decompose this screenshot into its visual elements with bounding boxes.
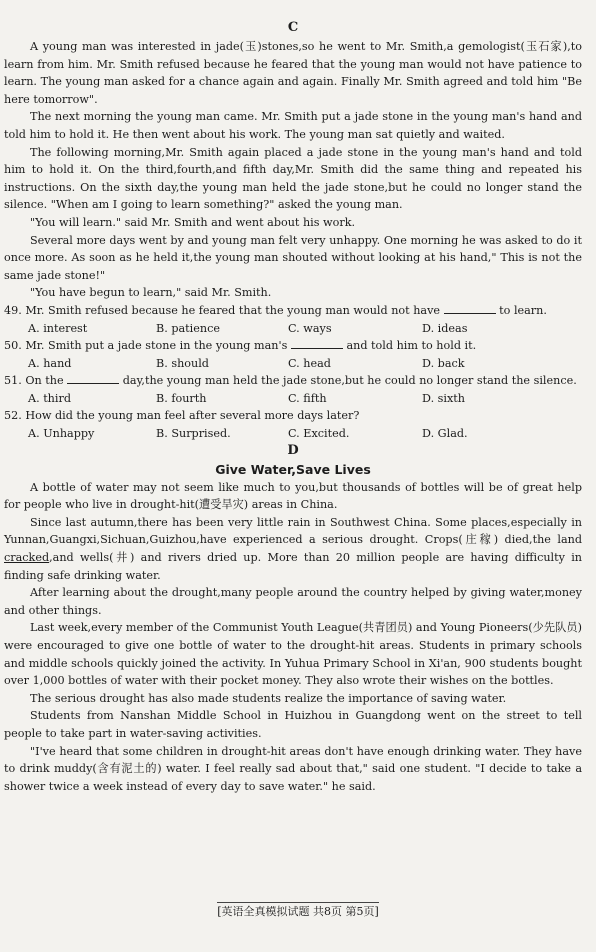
option-d: D. back bbox=[422, 356, 465, 370]
option-c: C. ways bbox=[288, 321, 332, 335]
option-b: B. Surprised. bbox=[156, 427, 231, 441]
option-c: C. head bbox=[288, 356, 331, 370]
footer-text: [英语全真模拟试题 共8页 第5页] bbox=[217, 902, 379, 918]
option-a: A. interest bbox=[28, 321, 88, 335]
option-b: B. should bbox=[156, 356, 209, 370]
option-a: A. third bbox=[28, 391, 71, 405]
paragraph-text: Since last autumn,there has been very little rain in Southwest China. Some places,especially in Yunnan,Guangxi,Sichuan,Guizhou,have experienced a serious drought. Crops(庄稼) died,the land bbox=[4, 515, 582, 547]
option-a: A. hand bbox=[28, 356, 72, 370]
passage-d-paragraph: The serious drought has also made students realize the importance of saving water. bbox=[30, 691, 507, 705]
question-text: 49. Mr. Smith refused because he feared that the young man would not have bbox=[4, 303, 441, 317]
question-52-options bbox=[4, 425, 582, 443]
answer-blank bbox=[444, 303, 496, 314]
question-51 bbox=[4, 372, 582, 390]
question-49-options bbox=[4, 320, 582, 338]
passage-d-paragraph: Students from Nanshan Middle School in Huizhou in Guangdong went on the street to tell people to take part in water-saving activities. bbox=[4, 709, 582, 740]
passage-d-paragraph: Last week,every member of the Communist Youth League(共青团员) and Young Pioneers(少先队员) were encouraged to give one bottle of water to the drought-hit areas. Students in primary schools and middle schools quickly joined the activity. In Yuhua Primary School in Xi'an, 900 students bought over 1,000 bottles of water with their pocket money. They also wrote their wishes on the bottles. bbox=[4, 621, 582, 688]
answer-blank bbox=[291, 338, 343, 349]
section-c-letter: C bbox=[287, 20, 299, 35]
option-b: B. patience bbox=[156, 321, 220, 335]
option-c: C. Excited. bbox=[288, 427, 350, 441]
question-text: 51. On the bbox=[4, 374, 64, 388]
question-50-options bbox=[4, 355, 582, 373]
passage-d-title: Give Water,Save Lives bbox=[215, 461, 371, 477]
question-text: 50. Mr. Smith put a jade stone in the young man's bbox=[4, 339, 288, 353]
passage-c-paragraph: The next morning the young man came. Mr. Smith put a jade stone in the young man's hand and told him to hold it. He then went about his work. The young man sat quietly and waited. bbox=[4, 110, 582, 141]
passage-d-paragraph: After learning about the drought,many people around the country helped by giving water,money and other things. bbox=[4, 586, 582, 617]
question-text-after: day,the young man held the jade stone,but he could no longer stand the silence. bbox=[122, 374, 577, 388]
question-52 bbox=[4, 407, 582, 425]
option-d: D. ideas bbox=[422, 321, 468, 335]
question-50 bbox=[4, 337, 582, 355]
passage-d-paragraph bbox=[4, 514, 582, 584]
option-c: C. fifth bbox=[288, 391, 327, 405]
option-b: B. fourth bbox=[156, 391, 207, 405]
question-text-after: and told him to hold it. bbox=[346, 339, 477, 353]
passage-c-paragraph: "You have begun to learn," said Mr. Smith. bbox=[30, 286, 272, 300]
section-d-letter: D bbox=[287, 442, 299, 458]
passage-d-paragraph: "I've heard that some children in drought-hit areas don't have enough drinking water. They have to drink muddy(含有泥土的) water. I feel really sad about that," said one student. "I decide to take a shower twice a week instead of every day to save water." he said. bbox=[4, 744, 582, 793]
passage-c-paragraph: A young man was interested in jade(玉)stones,so he went to Mr. Smith,a gemologist(玉石家),to learn from him. Mr. Smith refused because he feared that the young man would not have patience to learn. The young man asked for a chance again and again. Finally Mr. Smith agreed and told him "Be here tomorrow". bbox=[4, 40, 582, 106]
page-footer bbox=[0, 905, 596, 919]
option-d: D. Glad. bbox=[422, 427, 468, 441]
question-51-options bbox=[4, 390, 582, 408]
passage-c-paragraph: "You will learn." said Mr. Smith and went about his work. bbox=[30, 215, 356, 229]
question-text-after: to learn. bbox=[499, 303, 547, 317]
question-49 bbox=[4, 302, 582, 320]
passage-d-paragraph: A bottle of water may not seem like much to you,but thousands of bottles will be of great help for people who live in drought-hit(遭受旱灾) areas in China. bbox=[4, 480, 582, 512]
option-d: D. sixth bbox=[422, 391, 466, 405]
passage-c-paragraph: Several more days went by and young man felt very unhappy. One morning he was asked to do it once more. As soon as he held it,the young man shouted without looking at his hand," This is not the same jade stone!" bbox=[4, 233, 582, 282]
passage-c-paragraph: The following morning,Mr. Smith again placed a jade stone in the young man's hand and told him to hold it. On the third,fourth,and fifth day,Mr. Smith did the same thing and repeated his instructions. On the sixth day,the young man held the jade stone,but he could no longer stand the silence. "When am I going to learn something?" asked the young man. bbox=[4, 145, 582, 212]
underlined-word: cracked bbox=[4, 551, 50, 565]
question-text: 52. How did the young man feel after several more days later? bbox=[4, 409, 360, 423]
answer-blank bbox=[67, 373, 119, 384]
paragraph-text: ,and wells(井) and rivers dried up. More than 20 million people are having difficulty in finding safe drinking water. bbox=[4, 551, 582, 582]
option-a: A. Unhappy bbox=[28, 427, 95, 441]
